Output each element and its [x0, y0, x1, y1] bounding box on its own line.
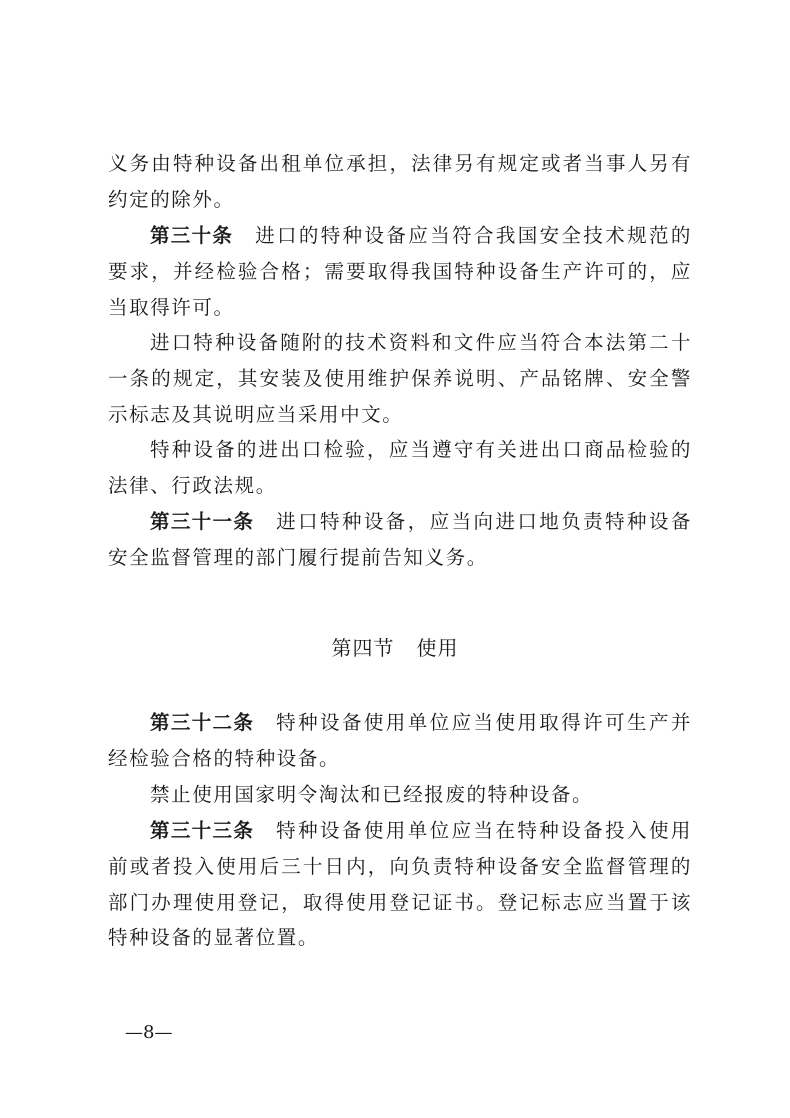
section-number: 第四节: [331, 636, 395, 660]
paragraph-import-inspection: [108, 432, 692, 504]
article-heading: 第三十二条: [150, 711, 255, 734]
article-text: 进口的特种设备应当符合我国安全技术规范的要求，并经检验合格；需要取得我国特种设备生产许可的，应当取得许可。: [108, 224, 692, 319]
paragraph-continuation: [108, 146, 692, 218]
paragraph-text: 进口特种设备随附的技术资料和文件应当符合本法第二十一条的规定，其安装及使用维护保养说明、产品铭牌、安全警示标志及其说明应当采用中文。: [108, 331, 692, 426]
article-33: [108, 813, 692, 956]
article-30: [108, 218, 692, 325]
article-heading: 第三十条: [150, 224, 234, 247]
article-text: 进口特种设备，应当向进口地负责特种设备安全监督管理的部门履行提前告知义务。: [108, 510, 692, 569]
article-heading: 第三十三条: [150, 819, 255, 842]
paragraph-text: 特种设备的进出口检验，应当遵守有关进出口商品检验的法律、行政法规。: [108, 438, 692, 497]
section-title: 使用: [416, 636, 459, 660]
article-heading: 第三十一条: [150, 510, 255, 533]
paragraph-prohibition: [108, 777, 692, 813]
section-heading: [0, 632, 790, 661]
article-32: [108, 705, 692, 777]
page-number: —8—: [125, 1022, 173, 1043]
article-text: 特种设备使用单位应当使用取得许可生产并经检验合格的特种设备。: [108, 711, 692, 770]
paragraph-text: 禁止使用国家明令淘汰和已经报废的特种设备。: [150, 783, 594, 806]
article-text: 特种设备使用单位应当在特种设备投入使用前或者投入使用后三十日内，向负责特种设备安全监督管理的部门办理使用登记，取得使用登记证书。登记标志应当置于该特种设备的显著位置。: [108, 819, 692, 950]
paragraph-text: 义务由特种设备出租单位承担，法律另有规定或者当事人另有约定的除外。: [108, 152, 692, 211]
article-31: [108, 504, 692, 576]
paragraph-import-documents: [108, 325, 692, 432]
